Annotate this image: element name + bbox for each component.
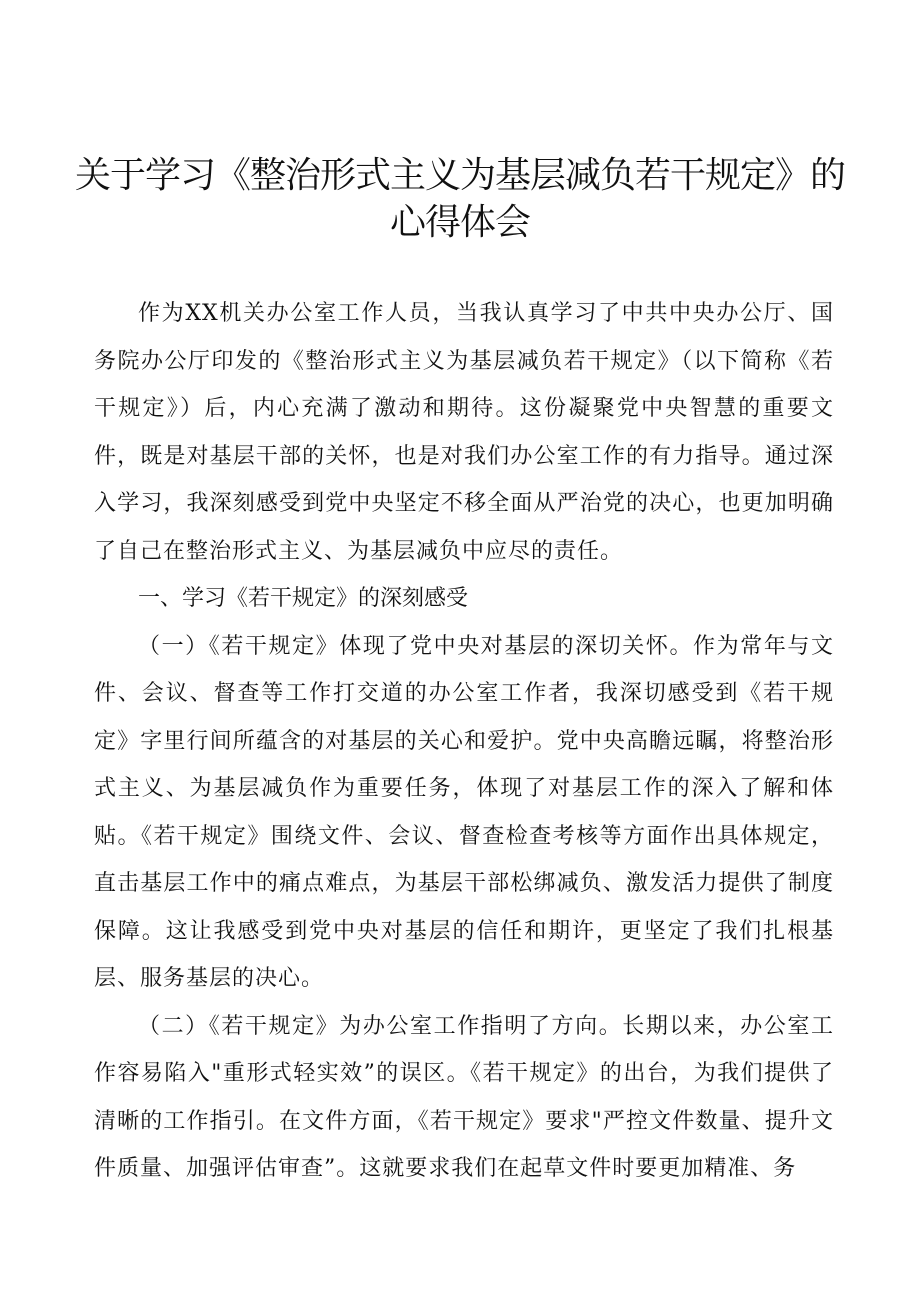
paragraph-intro: 作为XX机关办公室工作人员，当我认真学习了中共中央办公厅、国务院办公厅印发的《整治形式主义为基层减负若干规定》（以下简称《若干规定》）后，内心充满了激动和期待。这份凝聚党中央智慧的重要文件，既是对基层干部的关怀，也是对我们办公室工作的有力指导。通过深入学习，我深刻感受到党中央坚定不移全面从严治党的决心，也更加明确了自己在整治形式主义、为基层减负中应尽的责任。 (94, 301, 834, 564)
section-heading-1: 一、学习《若干规定》的深刻感受 (138, 586, 469, 611)
paragraph-1-2: （二）《若干规定》为办公室工作指明了方向。长期以来，办公室工作容易陷入"重形式轻实效”的误区。《若干规定》的出台，为我们提供了清晰的工作指引。在文件方面，《若干规定》要求"严控文件数量、提升文件质量、加强评估审查”。这就要求我们在起草文件时要更加精准、务 (94, 1013, 834, 1181)
paragraph-1-1: （一）《若干规定》体现了党中央对基层的深切关怀。作为常年与文件、会议、督查等工作打交道的办公室工作者，我深切感受到《若干规定》字里行间所蕴含的对基层的关心和爱护。党中央高瞻远瞩，将整治形式主义、为基层减负作为重要任务，体现了对基层工作的深入了解和体贴。《若干规定》围绕文件、会议、督查检查考核等方面作出具体规定，直击基层工作中的痛点难点，为基层干部松绑减负、激发活力提供了制度保障。这让我感受到党中央对基层的信任和期许，更坚定了我们扎根基层、服务基层的决心。 (94, 633, 834, 991)
document-body (94, 290, 834, 1193)
document-title-line-1: 关于学习《整治形式主义为基层减负若干规定》的 (74, 155, 845, 196)
document-title-line-2: 心得体会 (389, 202, 530, 243)
